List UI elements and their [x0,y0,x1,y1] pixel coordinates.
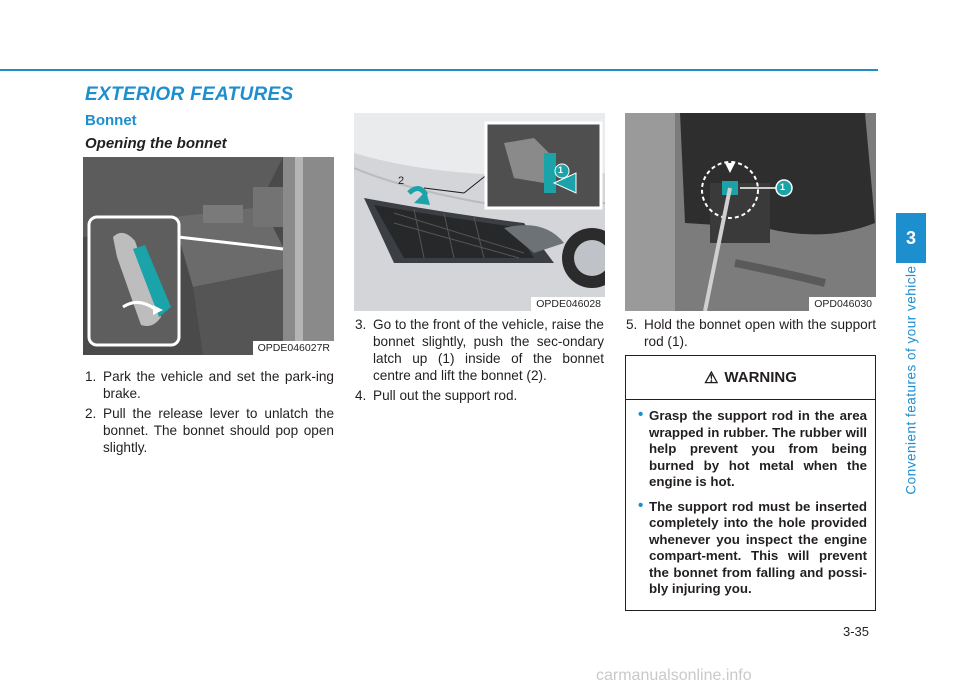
watermark: carmanualsonline.info [596,667,752,684]
steps-column-1 [85,368,334,459]
steps-column-2 [355,316,604,407]
release-lever-illustration [83,157,334,355]
top-rule [0,69,878,71]
figure-release-lever [83,157,334,355]
subheading: Opening the bonnet [85,135,227,152]
warning-header [626,356,875,399]
warning-item: • The support rod must be inserted completely into the hole provided whenever you inspect the engine compart-ment. This will prevent the bonnet from falling and possi-bly injuring you. [638,496,867,596]
figure-code: OPDE046028 [531,297,605,311]
bonnet-latch-illustration [354,113,605,311]
figure-bonnet-latch [354,113,605,311]
steps-column-3 [626,316,876,353]
step-item: 1. Park the vehicle and set the park-ing brake. [85,369,334,401]
step-item: 4. Pull out the support rod. [355,388,518,403]
step-item: 3. Go to the front of the vehicle, raise the bonnet slightly, push the sec-ondary latch up (1) inside of the bonnet centre and lift the bonnet (2). [355,317,604,383]
figure-code: OPD046030 [809,297,876,311]
section-title: EXTERIOR FEATURES [85,84,294,105]
figure-support-rod [625,113,876,311]
callout-1: 1 [558,165,564,175]
bullet-icon: • [638,496,644,514]
warning-box [625,355,876,611]
subsection-title: Bonnet [85,112,137,129]
chapter-tab: 3 [896,213,926,263]
warning-item: • Grasp the support rod in the area wrapped in rubber. The rubber will help prevent you from being burned by hot metal when the engine is hot. [638,406,867,489]
page-number: 3-35 [843,624,870,639]
step-item: 5. Hold the bonnet open with the support rod (1). [626,317,876,349]
chapter-title: Convenient features of your vehicle [903,265,919,495]
warning-title: WARNING [724,369,797,386]
support-rod-illustration [625,113,876,311]
figure-code: OPDE046027R [253,341,334,355]
warning-list [638,408,867,606]
warning-triangle-icon: ⚠ [704,369,719,387]
callout-2: 2 [398,175,405,187]
warning-divider [626,399,875,400]
step-item: 2. Pull the release lever to unlatch the bonnet. The bonnet should pop open slightly. [85,406,334,455]
callout-1: 1 [780,182,786,192]
bullet-icon: • [638,406,644,423]
